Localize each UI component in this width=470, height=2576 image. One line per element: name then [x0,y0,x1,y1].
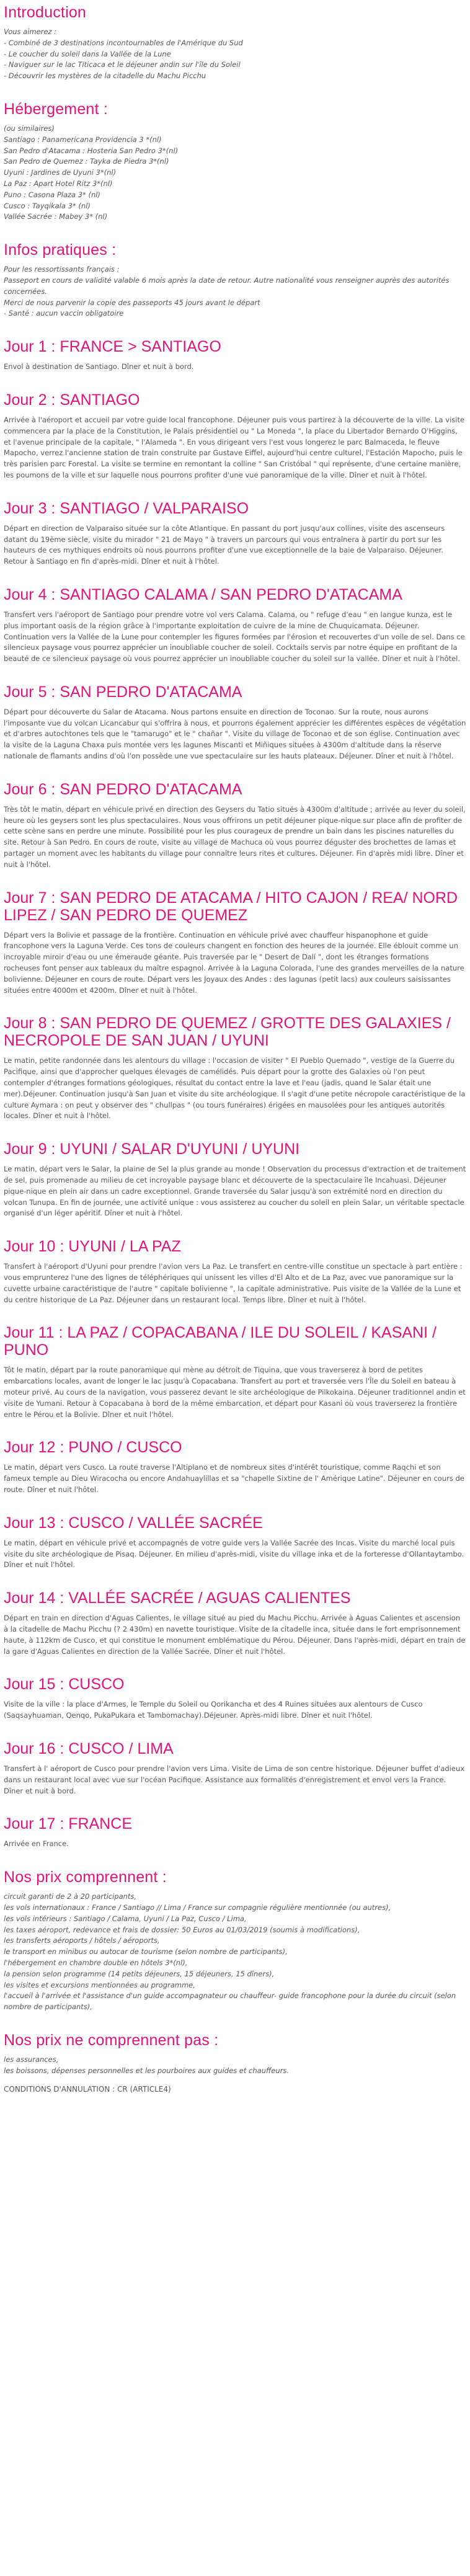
day-title: Jour 12 : PUNO / CUSCO [4,1439,182,1457]
practical-text [4,264,466,319]
day-block [4,391,466,481]
day-description: Envol à destination de Santiago. Dîner et nuit à bord. [4,362,194,371]
day-block [4,586,466,665]
day-title: Jour 4 : SANTIAGO CALAMA / SAN PEDRO D'ATACAMA [4,585,402,603]
day-description: Arrivée à l'aéroport et accueil par votre guide local francophone. Déjeuner puis vous partirez à la découverte de la ville. La visite commencera par la place de la Constitution, le Palais présidentiel ou " La Moneda ", la place du Libertador Bernardo O'Higgins, et l'avenue principale de la capitale, " l'Alameda ". En vous dirigeant vers l'est vous longerez le parc Balmaceda, le fleuve Mapocho, verrez l'ancienne station de train construite par Gustave Eiffel, aujourd'hui centre culturel, l'Estación Mapocho, puis le très parisien parc Forestal. La visite se termine en remontant la colline " San Cristóbal " qui représente, d'une certaine manière, les poumons de la ville et sur laquelle nous pourrons profiter d'une vue panoramique de la ville. Dîner et nuit à l'hôtel. [4,415,465,479]
text-line: Merci de nous parvenir la copie des passeports 45 jours avant le départ [4,298,260,307]
text-line: San Pedro d'Atacama : Hosteria San Pedro 3*(nl) [4,146,179,155]
hotels-title: Hébergement : [4,100,108,118]
hotels-text [4,123,466,223]
day-block [4,1439,466,1495]
day-description: Départ pour découverte du Salar de Atacama. Nous partons ensuite en direction de Toconao. Sur la route, nous aurons l'imposante vue du volcan Licancabur qui s'offrira à nous, et pourrons également apprécier les différentes espèces de végétation et d'arbres autochtones tels que le "tamarugo" et le " chañar ". Visite du village de Toconao et de son église. Continuation avec la visite de la Laguna Chaxa puis montée vers les lagunes Miscanti et Miñiques situées à 4300m d'altitude dans la réserve nationale de flamants andins d'où l'on possède une vue spectaculaire sur les hauts plateaux. Déjeuner. Dîner et nuit à l'hôtel. [4,707,466,761]
day-title: Jour 10 : UYUNI / LA PAZ [4,1238,181,1256]
text-line: Vous aimerez : [4,27,57,36]
text-line: les vols intérieurs : Santiago / Calama, Uyuni / La Paz, Cusco / Lima, [4,1914,247,1923]
day-description: Départ en direction de Valparaiso située sur la côte Atlantique. En passant du port jusqu'aux collines, visite des ascenseurs datant du 19ème siècle, visite du mirador " 21 de Mayo " à travers un parcours qui vous entraînera à partir du port sur les hauteurs de ces mythiques endroits où nous pourrons profiter d'une vue exceptionnelle de la baie de Valparaiso. Déjeuner. Retour à Santiago en fin d'après-midi. Dîner et nuit à l'hôtel. [4,523,445,566]
excluded-text [4,2054,466,2077]
day-description: Le matin, petite randonnée dans les alentours du village : l'occasion de visiter " El Pueblo Quemado ", vestige de la Guerre du Pacifique, ainsi que d'approcher quelques élevages de camélidés. Puis départ pour la grotte des Galaxies où l'on peut contempler d'étranges formations géologiques, résultat du contact entre la lave et l'eau (jadis, quand le Salar était une mer).Déjeuner. Continuation jusqu'à San Juan et visite du site archéologique. Il s'agit d'une petite nécropole caractéristique de la culture Aymara : on peut y observer des " chullpas " (ou tours funéraires) érigées en mausolées pour les antiques autorités locales. Dîner et nuit à l'hôtel. [4,1056,466,1121]
day-title: Jour 9 : UYUNI / SALAR D'UYUNI / UYUNI [4,1140,300,1158]
practical-section [4,241,466,319]
day-block [4,500,466,567]
day-block [4,683,466,762]
text-line: - Découvrir les mystères de la citadelle du Machu Picchu [4,71,206,81]
text-line: les taxes aéroport, redevance et frais de dossier: 50 Euros au 01/03/2019 (soumis à modifications), [4,1925,360,1934]
day-block [4,1238,466,1305]
excluded-section [4,2032,466,2077]
text-line: Vallée Sacrée : Mabey 3* (nl) [4,212,108,221]
text-line: La Paz : Apart Hotel Ritz 3*(nl) [4,179,113,188]
day-description: Tôt le matin, départ par la route panoramique qui mène au détroit de Tiquina, que vous traverserez à bord de petites embarcations locales, avant de longer le lac jusqu'à Copacabana. Transfert au port et traversée vers l'Île du Soleil en bateau à moteur privé. Au cours de la navigation, vous passerez devant le site archéologique de Pilkokaina. Déjeuner traditionnel andin et visite de Yumani. Retour à Copacabana à bord de la même embarcation, et départ pour Kasani où vous traverserez la frontière entre le Pérou et la Bolivie. Dîner et nuit l'hôtel. [4,1366,466,1419]
day-description: Transfert à l'aéroport d'Uyuni pour prendre l'avion vers La Paz. Le transfert en centre-ville constitue un spectacle à part entière : vous emprunterez l'une des lignes de téléphériques qui unissent les villes d'El Alto et de La Paz, avec vue panoramique sur la cuvette urbaine caractéristique de l'autre " capitale bolivienne ", la capitale administrative. Puis visite de la Vallée de la Lune et du centre historique de La Paz. Déjeuner dans un restaurant local. Temps libre. Dîner et nuit à l'hôtel. [4,1262,463,1304]
text-line: l'hébergement en chambre double en hôtels 3*(nl), [4,1958,188,1967]
text-line: - Combiné de 3 destinations incontournables de l'Amérique du Sud [4,38,243,47]
day-title: Jour 3 : SANTIAGO / VALPARAISO [4,499,249,517]
text-line: Santiago : Panamericana Providencia 3 *(nl) [4,135,162,144]
text-line: la pension selon programme (14 petits déjeuners, 15 déjeuners, 15 dîners), [4,1969,275,1978]
day-title: Jour 8 : SAN PEDRO DE QUEMEZ / GROTTE DES GALAXIES / NECROPOLE DE SAN JUAN / UYUNI [4,1015,451,1050]
excluded-title: Nos prix ne comprennent pas : [4,2031,219,2049]
day-description: Départ vers la Bolivie et passage de la frontière. Continuation en véhicule privé avec chauffeur hispanophone et guide francophone vers la Laguna Verde. Ces tons de couleurs changent en fonction des heures de la journée. Elle éblouit comme un incroyable miroir d'eau ou une émeraude géante. Puis traversée par le " Desert de Dalí ", dont les étranges formations rocheuses font penser aux tableaux du maître espagnol. Arrivée à la Laguna Colorada, l'une des grandes merveilles de la nature bolivienne. Déjeuner en cours de route. Départ vers les Joyaux des Andes : des lagunas (petit lacs) aux couleurs saisissantes situées entre 4000m et 4200m. Dîner et nuit à l'hôtel. [4,930,464,995]
included-section [4,1868,466,2013]
day-title: Jour 2 : SANTIAGO [4,391,140,409]
day-title: Jour 17 : FRANCE [4,1815,133,1833]
intro-text [4,27,466,82]
day-title: Jour 16 : CUSCO / LIMA [4,1739,174,1757]
text-line: les assurances, [4,2054,59,2064]
text-line: Passeport en cours de validité valable 6 mois après la date de retour. Autre nationalité vous renseigner auprès des autorités concernées. [4,275,450,296]
text-line: les boissons, dépenses personnelles et les pourboires aux guides et chauffeurs. [4,2066,290,2075]
included-title: Nos prix comprennent : [4,1868,167,1886]
hotels-section [4,100,466,223]
day-title: Jour 6 : SAN PEDRO D'ATACAMA [4,780,242,798]
day-block [4,1514,466,1571]
day-title: Jour 5 : SAN PEDRO D'ATACAMA [4,683,242,701]
text-line: l'accueil à l'arrivée et l'assistance d'un guide accompagnateur ou chauffeur- guide francophone pour la durée du circuit (selon nombre de participants), [4,1991,456,2012]
day-title: Jour 11 : LA PAZ / COPACABANA / ILE DU SOLEIL / KASANI / PUNO [4,1324,437,1359]
text-line: le transport en minibus ou autocar de tourisme (selon nombre de participants), [4,1947,288,1956]
day-description: Arrivée en France. [4,1839,69,1849]
text-line: Pour les ressortissants français : [4,265,120,274]
intro-section [4,4,466,82]
day-title: Jour 1 : FRANCE > SANTIAGO [4,338,221,356]
day-description: Le matin, départ vers le Salar, la plaine de Sel la plus grande au monde ! Observation du processus d'extraction et de traitement de sel, puis promenade au milieu de cet incroyable paysage blanc et découverte de la spectaculaire île Incahuasi. Déjeuner pique-nique en plein air dans un cadre exceptionnel. Grande traversée du Salar jusqu'à son extrémité nord en direction du volcan Tunupa. En fin de journée, une activité unique : vous assisterez au coucher du soleil en plein Salar, un véritable spectacle organisé d'un léger apéritif. Dîner et nuit à l'hôtel. [4,1165,466,1218]
day-block [4,781,466,871]
intro-title: Introduction [4,4,87,21]
day-description: Très tôt le matin, départ en véhicule privé en direction des Geysers du Tatio situés à 4300m d'altitude ; arrivée au lever du soleil, heure où les geysers sont les plus spectaculaires. Nous vous offrirons un petit déjeuner pique-nique sur place afin de profiter de cette scène sans en perdre une minute. Possibilité pour les plus courageux de prendre un bain dans les piscines naturelles du site. Retour à San Pedro. En cours de route, visite au village de Machuca où vous pourrez déguster des brochettes de lamas et partager un moment avec les habitants du village pour connaître leurs rites et cultures. Déjeuner. Fin d'après midi libre. Dîner et nuit à l'hôtel. [4,804,466,869]
text-line: - Le coucher du soleil dans la Vallée de la Lune [4,49,171,58]
day-block [4,1589,466,1657]
text-line: - Naviguer sur le lac Titicaca et le déjeuner andin sur l'île du Soleil [4,60,241,69]
text-line: - Santé : aucun vaccin obligatoire [4,309,124,318]
day-block [4,1140,466,1219]
day-block [4,1815,466,1850]
text-line: circuit garanti de 2 à 20 participants, [4,1892,137,1901]
practical-title: Infos pratiques : [4,241,117,259]
day-block [4,1740,466,1797]
text-line: les visites et excursions mentionnées au programme, [4,1980,195,1989]
included-text [4,1891,466,2013]
day-block [4,1015,466,1122]
cancellation-conditions: CONDITIONS D'ANNULATION : CR (ARTICLE4) [4,2085,171,2094]
text-line: Uyuni : Jardines de Uyuni 3*(nl) [4,168,117,177]
day-block [4,889,466,997]
day-title: Jour 15 : CUSCO [4,1676,125,1694]
day-description: Le matin, départ vers Cusco. La route traverse l'Altiplano et de nombreux sites d'intérêt touristique, comme Raqchi et son fameux temple au Dieu Wiracocha ou encore Andahuaylillas et sa "chapelle Sixtine de l' Amérique Latine". Déjeuner en cours de route. Dîner et nuit l'hôtel. [4,1463,464,1494]
text-line: les transferts aéroports / hôtels / aéroports, [4,1936,160,1945]
day-block [4,338,466,373]
day-list [4,338,466,1850]
day-description: Transfert à l' aéroport de Cusco pour prendre l'avion vers Lima. Visite de Lima de son centre historique. Déjeuner buffet d'adieux dans un restaurant local avec vue sur l'océan Pacifique. Assistance aux formalités d'enregistrement et envol vers la France. Dîner et nuit à bord. [4,1764,465,1795]
text-line: Puno : Casona Plaza 3* (nl) [4,190,100,199]
day-title: Jour 7 : SAN PEDRO DE ATACAMA / HITO CAJON / REA/ NORD LIPEZ / SAN PEDRO DE QUEMEZ [4,889,458,924]
day-description: Visite de la ville : la place d'Armes, le Temple du Soleil ou Qorikancha et des 4 Ruines situées aux alentours de Cusco (Saqsayhuaman, Qenqo, PukaPukara et Tambomachay).Déjeuner. Après-midi libre. Dîner et nuit l'hôtel. [4,1700,423,1720]
text-line: San Pedro de Quemez : Tayka de Piedra 3*(nl) [4,157,169,166]
text-line: les vols internationaux : France / Santiago // Lima / France sur compagnie régulière mentionnée (ou autres), [4,1903,391,1912]
day-title: Jour 13 : CUSCO / VALLÉE SACRÉE [4,1514,263,1532]
day-block [4,1324,466,1420]
day-description: Départ en train en direction d'Aguas Calientes, le village situé au pied du Machu Picchu. Arrivée à Aguas Calientes et ascension à la citadelle de Machu Picchu (? 2 430m) en navette touristique. Visite de la citadelle inca, située dans le fort emprisonnement haute, à 112km de Cusco, et qui constitue le monument emblématique du Pérou. Déjeuner. Dans l'après-midi, départ en train de la gare d'Aguas Calientes en direction de la Vallée Sacrée. Dîner et nuit l'hôtel. [4,1614,466,1656]
day-description: Le matin, départ en véhicule privé et accompagnés de votre guide vers la Vallée Sacrée des Incas. Visite du marché local puis visite du site archéologique de Pisaq. Déjeuner. En milieu d'après-midi, visite du village inka et de la forteresse d'Ollantaytambo. Dîner et nuit l'hôtel. [4,1538,464,1570]
day-description: Transfert vers l'aéroport de Santiago pour prendre votre vol vers Calama. Calama, ou " refuge d'eau " en langue kunza, est le plus important oasis de la région grâce à l'importante exploitation de cuivre de la mine de Chuquicamata. Déjeuner. Continuation vers la Vallée de la Lune pour contempler les figures formées par l'érosion et recouvertes d'un voile de sel. Dans ce silencieux paysage vous pourrez apprécier un inoubliable coucher de soleil. Cocktails servis par notre équipe en profitant de la beauté de ce silencieux paysage où vous pourrez apprécier un inoubliable coucher du soleil sur la vallée. Dîner et nuit à l'hôtel. [4,610,465,664]
text-line: (ou similaires) [4,123,55,133]
day-title: Jour 14 : VALLÉE SACRÉE / AGUAS CALIENTES [4,1589,351,1607]
day-block [4,1676,466,1721]
text-line: Cusco : Tayqikala 3* (nl) [4,201,91,210]
